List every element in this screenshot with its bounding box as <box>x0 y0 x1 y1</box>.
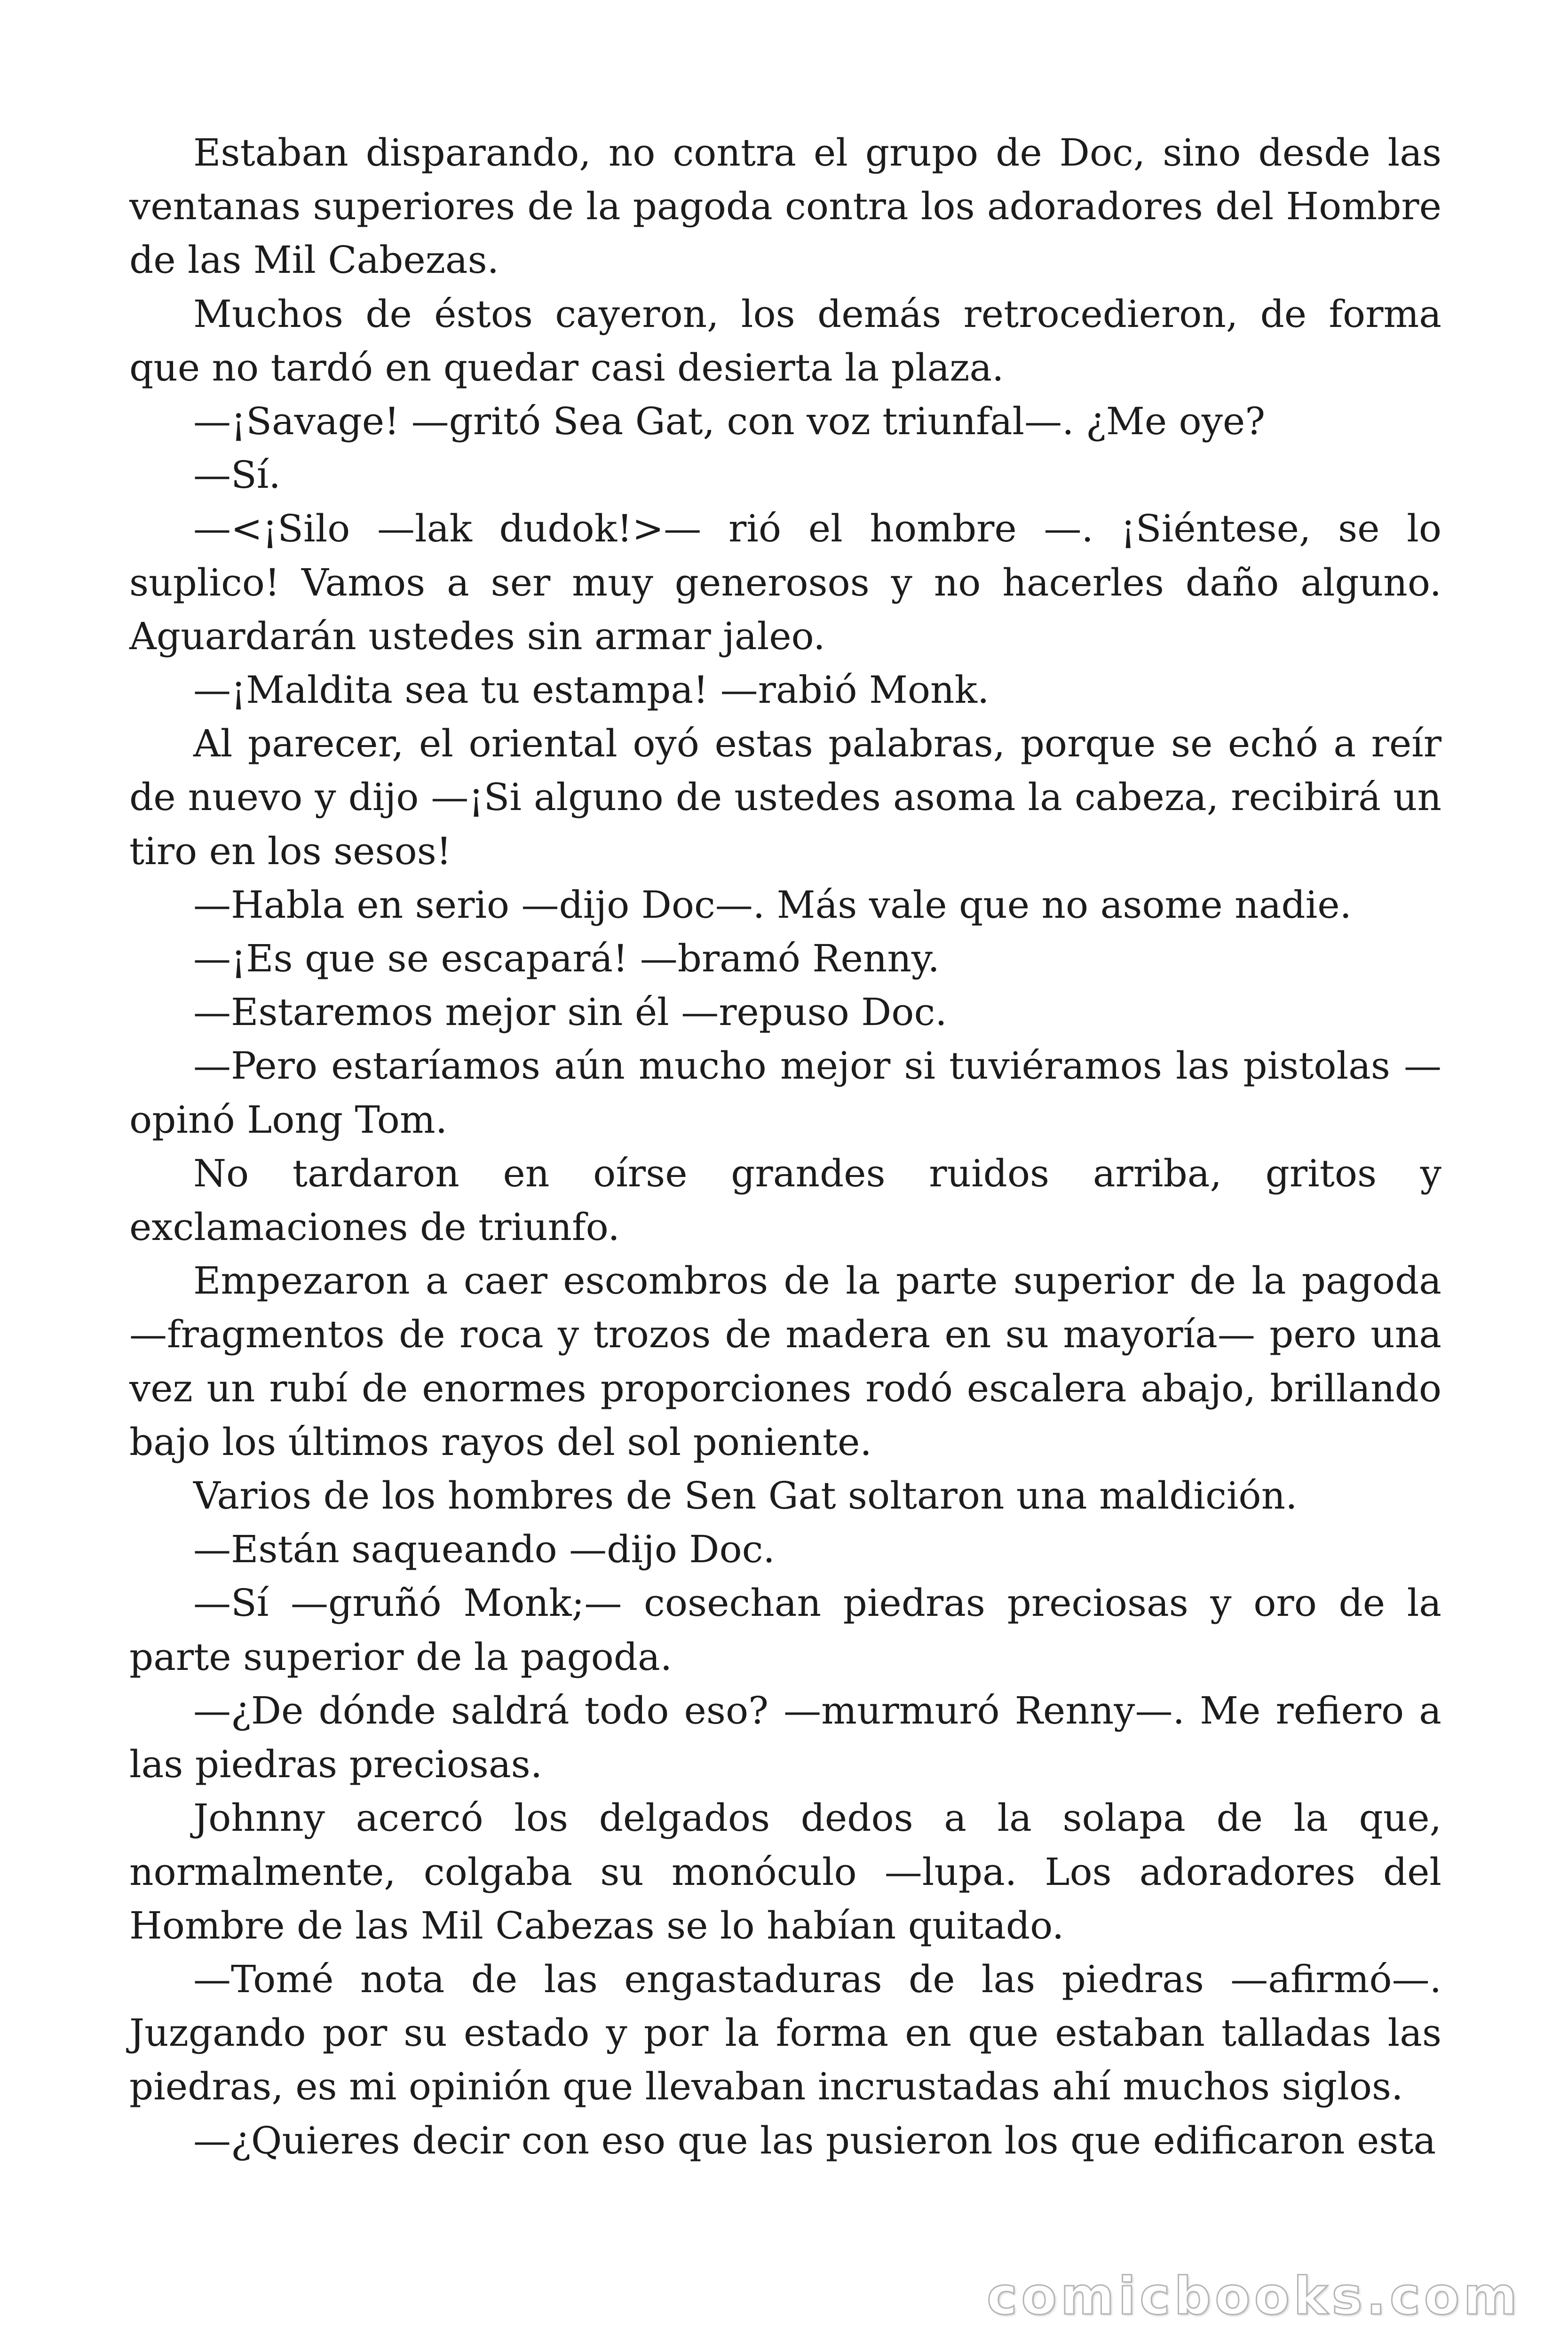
watermark: comicbooks.com <box>987 2266 1521 2326</box>
paragraph: —¿Quieres decir con eso que las pusieron los que edificaron esta <box>193 2118 1436 2162</box>
paragraph: —Tomé nota de las engastaduras de las piedras —afirmó—. Juzgando por su estado y por la forma en que estaban talladas las piedras, es mi opinión que llevaban incrustadas ahí muchos siglos. <box>129 1957 1441 2109</box>
paragraph: —Están saqueando —dijo Doc. <box>193 1527 775 1572</box>
paragraph: —Estaremos mejor sin él —repuso Doc. <box>193 990 947 1034</box>
body-text <box>129 126 1441 2168</box>
paragraph: Empezaron a caer escombros de la parte superior de la pagoda —fragmentos de roca y trozos de madera en su mayoría— pero una vez un rubí de enormes proporciones rodó escalera abajo, brillando bajo los últimos rayos del sol poniente. <box>129 1259 1441 1464</box>
paragraph: —¡Maldita sea tu estampa! —rabió Monk. <box>193 668 990 712</box>
paragraph: Estaban disparando, no contra el grupo de Doc, sino desde las ventanas superiores de la pagoda contra los adoradores del Hombre de las Mil Cabezas. <box>129 131 1441 282</box>
paragraph: Varios de los hombres de Sen Gat soltaron una maldición. <box>193 1474 1298 1518</box>
paragraph: Johnny acercó los delgados dedos a la solapa de la que, normalmente, colgaba su monóculo —lupa. Los adoradores del Hombre de las Mil Cabezas se lo habían quitado. <box>129 1796 1441 1947</box>
paragraph: —Sí. <box>193 453 281 497</box>
paragraph: —¿De dónde saldrá todo eso? —murmuró Renny—. Me refiero a las piedras preciosas. <box>129 1688 1441 1787</box>
paragraph: No tardaron en oírse grandes ruidos arriba, gritos y exclamaciones de triunfo. <box>129 1151 1441 1249</box>
paragraph: —¡Savage! —gritó Sea Gat, con voz triunfal—. ¿Me oye? <box>193 399 1266 444</box>
paragraph: —Habla en serio —dijo Doc—. Más vale que no asome nadie. <box>193 882 1352 927</box>
paragraph: Al parecer, el oriental oyó estas palabras, porque se echó a reír de nuevo y dijo —¡Si alguno de ustedes asoma la cabeza, recibirá un tiro en los sesos! <box>129 722 1441 873</box>
paragraph: —¡Es que se escapará! —bramó Renny. <box>193 937 940 981</box>
paragraph: —Sí —gruñó Monk;— cosechan piedras preciosas y oro de la parte superior de la pagoda. <box>129 1581 1441 1679</box>
paragraph: —Pero estaríamos aún mucho mejor si tuviéramos las pistolas —opinó Long Tom. <box>129 1044 1441 1142</box>
paragraph: —<¡Silo —lak dudok!>— rió el hombre —. ¡Siéntese, se lo suplico! Vamos a ser muy generosos y no hacerles daño alguno. Aguardarán ustedes sin armar jaleo. <box>129 507 1441 658</box>
paragraph: Muchos de éstos cayeron, los demás retrocedieron, de forma que no tardó en quedar casi desierta la plaza. <box>129 292 1441 389</box>
